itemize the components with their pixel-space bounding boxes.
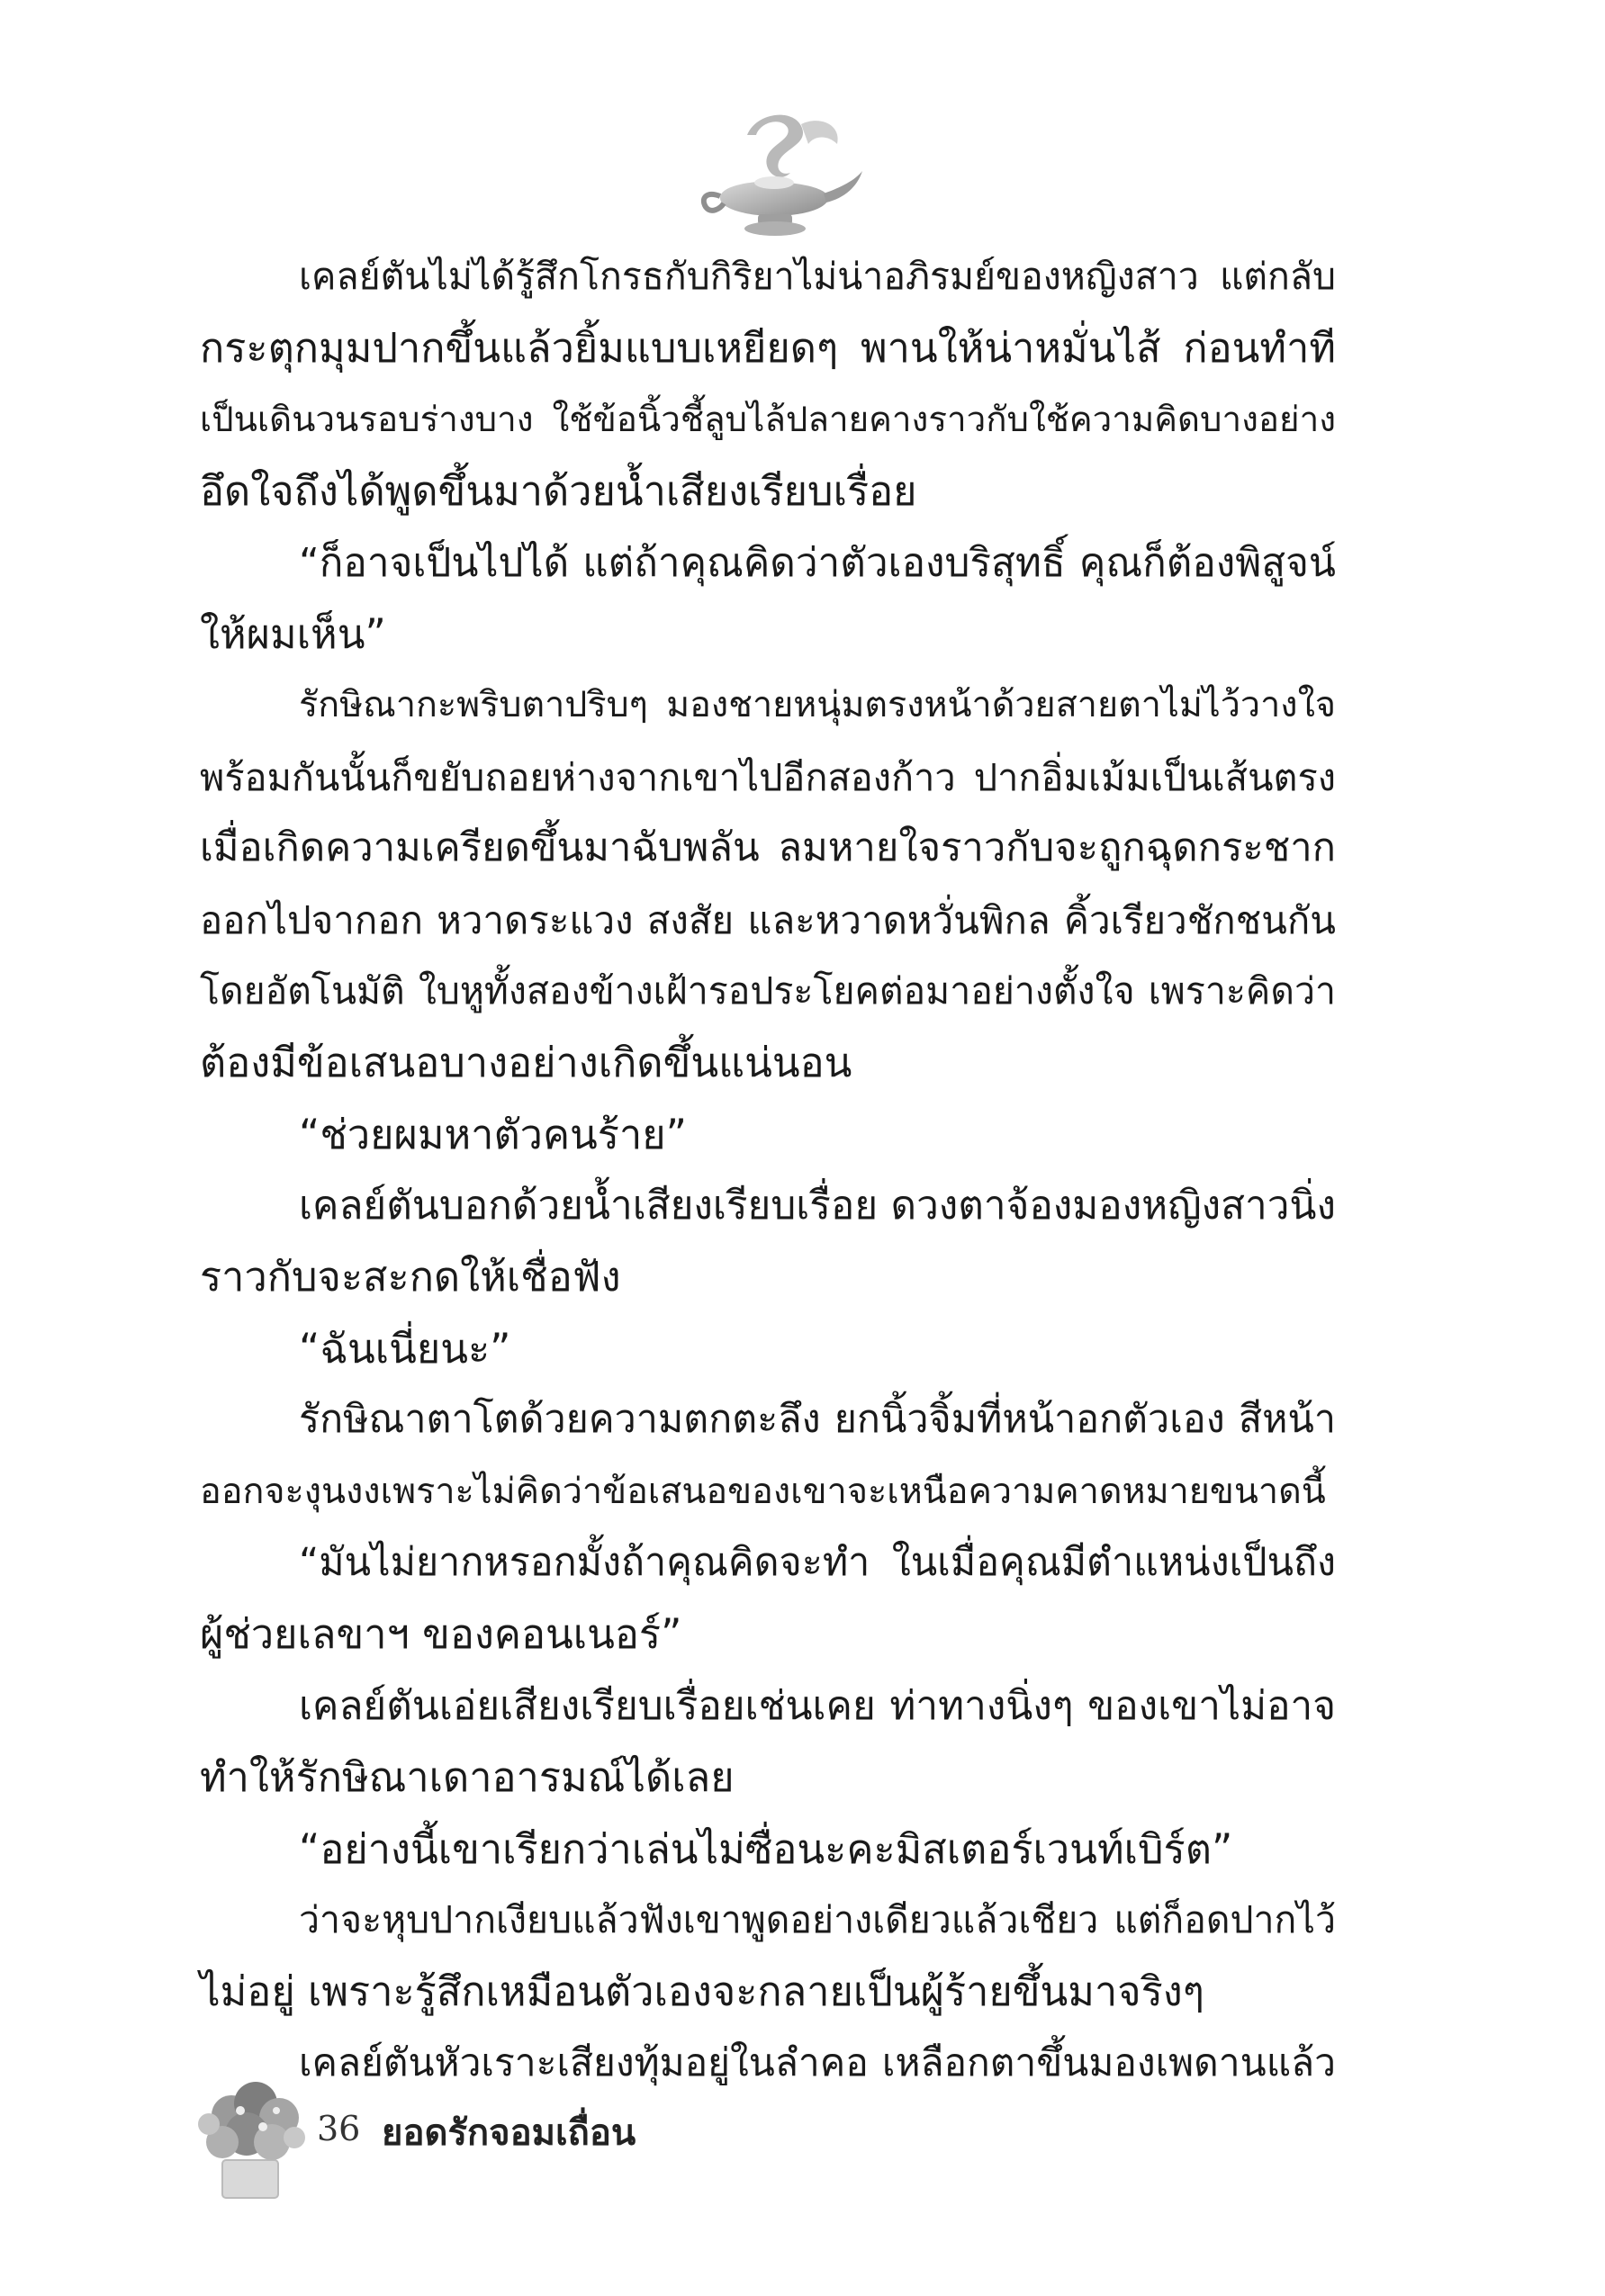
text-line: ไม่อยู่ เพราะรู้สึกเหมือนตัวเองจะกลายเป็นผู้ร้ายขึ้นมาจริงๆ [200,1967,1204,2016]
body-text [200,241,1336,2099]
text-line: เคลย์ตันบอกด้วยน้ำเสียงเรียบเรื่อย ดวงตาจ้องมองหญิงสาวนิ่ง [299,1183,1336,1229]
text-line: ผู้ช่วยเลขาฯ ของคอนเนอร์” [200,1610,682,1659]
text-line: เป็นเดินวนรอบร่างบาง ใช้ข้อนิ้วชี้ลูบไล้ปลายคางราวกับใช้ความคิดบางอย่าง [200,399,1336,440]
text-line: เมื่อเกิดความเครียดขึ้นมาฉับพลัน ลมหายใจราวกับจะถูกฉุดกระชาก [200,825,1336,871]
text-line: ออกไปจากอก หวาดระแวง สงสัย และหวาดหวั่นพิกล คิ้วเรียวชักชนกัน [200,897,1336,942]
page-footer [191,2075,731,2201]
text-line: กระตุกมุมปากขึ้นแล้วยิ้มแบบเหยียดๆ พานให้น่าหมั่นไส้ ก่อนทำที [200,324,1336,373]
text-line: โดยอัตโนมัติ ใบหูทั้งสองข้างเฝ้ารอประโยคต่อมาอย่างตั้งใจ เพราะคิดว่า [200,968,1336,1013]
book-title: ยอดรักจอมเถื่อน [382,2112,636,2154]
text-line: “ก็อาจเป็นไปได้ แต่ถ้าคุณคิดว่าตัวเองบริสุทธิ์ คุณก็ต้องพิสูจน์ [299,539,1336,586]
text-line: ว่าจะหุบปากเงียบแล้วฟังเขาพูดอย่างเดียวแล้วเชียว แต่ก็อดปากไว้ [299,1897,1336,1941]
text-line: อึดใจถึงได้พูดขึ้นมาด้วยน้ำเสียงเรียบเรื่อย [200,467,917,516]
page-number: 36 [317,2109,361,2148]
text-line: “ฉันเนี่ยนะ” [299,1324,511,1373]
text-line: “มันไม่ยากหรอกมั้งถ้าคุณคิดจะทำ ในเมื่อคุณมีตำแหน่งเป็นถึง [299,1540,1336,1586]
text-line: เคลย์ตันไม่ได้รู้สึกโกรธกับกิริยาไม่น่าอภิรมย์ของหญิงสาว แต่กลับ [299,255,1336,298]
text-line: ออกจะงุนงงเพราะไม่คิดว่าข้อเสนอของเขาจะเหนือความคาดหมายขนาดนี้ [200,1470,1326,1512]
text-line: ทำให้รักษิณาเดาอารมณ์ได้เลย [200,1753,735,1802]
text-line: ให้ผมเห็น” [200,609,386,658]
text-line: ราวกับจะสะกดให้เชื่อฟัง [200,1253,621,1301]
text-line: รักษิณาตาโตด้วยความตกตะลึง ยกนิ้วจิ้มที่หน้าอกตัวเอง สีหน้า [299,1397,1336,1443]
genie-lamp-icon [693,108,864,243]
text-line: ต้องมีข้อเสนอบางอย่างเกิดขึ้นแน่นอน [200,1039,852,1087]
text-line: “ช่วยผมหาตัวคนร้าย” [299,1110,687,1158]
text-line: เคลย์ตันเอ่ยเสียงเรียบเรื่อยเช่นเคย ท่าทางนิ่งๆ ของเขาไม่อาจ [299,1682,1336,1729]
flower-bouquet-icon [191,2075,312,2201]
text-line: “อย่างนี้เขาเรียกว่าเล่นไม่ซื่อนะคะมิสเตอร์เวนท์เบิร์ต” [299,1824,1233,1873]
text-line: รักษิณากะพริบตาปริบๆ มองชายหนุ่มตรงหน้าด้วยสายตาไม่ไว้วางใจ [299,684,1336,726]
text-line: เคลย์ตันหัวเราะเสียงทุ้มอยู่ในลำคอ เหลือกตาขึ้นมองเพดานแล้ว [299,2040,1336,2085]
text-line: พร้อมกันนั้นก็ขยับถอยห่างจากเขาไปอีกสองก้าว ปากอิ่มเม้มเป็นเส้นตรง [200,754,1336,799]
